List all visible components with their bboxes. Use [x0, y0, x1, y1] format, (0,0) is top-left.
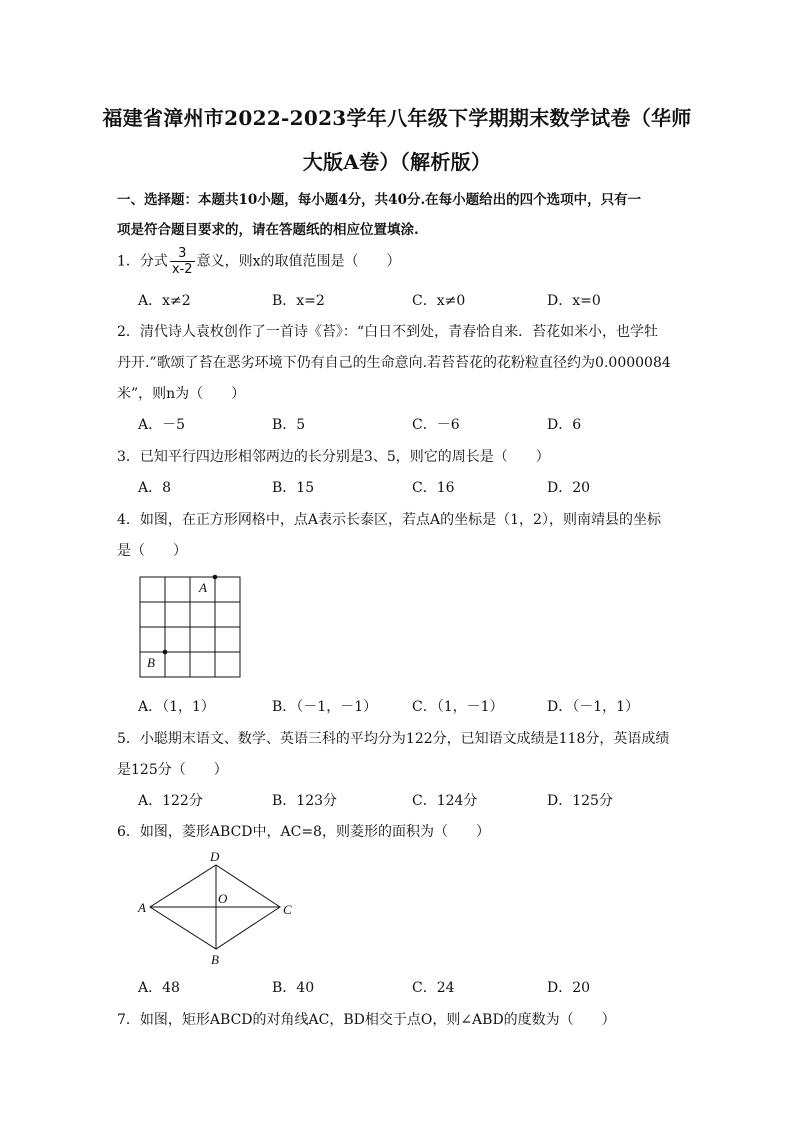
option-c[interactable]: C．－6: [412, 417, 460, 433]
rhombus-lines: [150, 865, 280, 949]
vertex-d-label: D: [210, 849, 220, 864]
question-4-line2: 是（ ）: [117, 543, 187, 559]
option-a[interactable]: A．48: [138, 980, 180, 996]
option-b[interactable]: B．123分: [272, 793, 338, 809]
point-b-dot: [163, 650, 168, 655]
question-2-line2: 丹开.”歌颂了苔在恶劣环境下仍有自己的生命意向.若苔苔花的花粉粒直径约为0.0000084: [117, 355, 671, 371]
grid-figure: [136, 572, 246, 686]
point-a-label: A: [199, 580, 207, 595]
option-c[interactable]: C．（1，－1）: [412, 699, 504, 715]
question-5-options: [138, 790, 698, 810]
fraction-denominator: x-2: [171, 262, 193, 277]
section-heading-line2: 项是符合题目要求的，请在答题纸的相应位置填涂.: [117, 222, 419, 238]
option-a[interactable]: A．8: [138, 480, 172, 496]
rhombus-svg: [134, 846, 304, 972]
question-2-line1: 2．清代诗人袁枚创作了一首诗《苔》：“白日不到处，青春恰自来．苔花如米小，也学牡: [117, 324, 659, 340]
option-d[interactable]: D．（－1，1）: [547, 699, 640, 715]
option-b[interactable]: B．15: [272, 480, 315, 496]
question-6-line1: 6．如图，菱形ABCD中，AC=8，则菱形的面积为（ ）: [117, 824, 490, 840]
center-o-label: O: [218, 891, 228, 906]
option-c[interactable]: C．x≠0: [412, 293, 466, 309]
question-4-line1: 4．如图，在正方形网格中，点A表示长泰区，若点A的坐标是（1，2），则南靖县的坐标: [117, 512, 661, 528]
rhombus-figure: [134, 846, 304, 976]
question-2-line3: 米”，则n为（ ）: [117, 386, 246, 402]
option-a[interactable]: A．－5: [138, 417, 186, 433]
page-title-line1: 福建省漳州市2022-2023学年八年级下学期期末数学试卷（华师: [102, 106, 692, 130]
question-1-fraction: [170, 246, 195, 277]
option-c[interactable]: C．124分: [412, 793, 478, 809]
point-b-label: B: [147, 655, 155, 670]
question-6-options: [138, 977, 698, 997]
option-a[interactable]: A．（1，1）: [138, 699, 215, 715]
option-b[interactable]: B．x=2: [272, 293, 325, 309]
option-d[interactable]: D．x=0: [547, 293, 601, 309]
option-b[interactable]: B．40: [272, 980, 315, 996]
question-1-suffix: 意义，则x的取值范围是（ ）: [196, 253, 401, 270]
option-b[interactable]: B．5: [272, 417, 306, 433]
question-4-options: [138, 696, 698, 716]
option-d[interactable]: D．6: [547, 417, 582, 433]
vertex-a-label: A: [138, 900, 146, 915]
question-3-options: [138, 477, 698, 497]
question-3-line1: 3．已知平行四边形相邻两边的长分别是3、5，则它的周长是（ ）: [117, 449, 550, 465]
question-2-options: [138, 414, 698, 434]
option-a[interactable]: A．122分: [138, 793, 203, 809]
vertex-c-label: C: [283, 902, 292, 917]
option-d[interactable]: D．125分: [547, 793, 613, 809]
question-1-prefix: 1．分式: [117, 253, 168, 270]
section-heading-line1: 一、选择题：本题共10小题，每小题4分，共40分.在每小题给出的四个选项中，只有一: [117, 192, 642, 208]
question-5-line2: 是125分（ ）: [117, 762, 228, 778]
page-title-line2: 大版A卷）（解析版）: [302, 150, 492, 174]
question-5-line1: 5．小聪期末语文、数学、英语三科的平均分为122分，已知语文成绩是118分，英语成绩: [117, 731, 670, 747]
grid-svg: [136, 572, 246, 682]
question-1: [117, 246, 400, 277]
option-c[interactable]: C．16: [412, 480, 455, 496]
option-a[interactable]: A．x≠2: [138, 293, 191, 309]
grid-lines: [140, 577, 240, 677]
vertex-b-label: B: [211, 952, 219, 967]
fraction-numerator: 3: [170, 246, 195, 262]
option-c[interactable]: C．24: [412, 980, 455, 996]
question-1-options: [138, 290, 698, 310]
option-d[interactable]: D．20: [547, 480, 591, 496]
question-7-line1: 7．如图，矩形ABCD的对角线AC，BD相交于点O，则∠ABD的度数为（ ）: [117, 1012, 616, 1028]
point-a-dot: [213, 575, 218, 580]
option-b[interactable]: B．（－1，－1）: [272, 699, 378, 715]
option-d[interactable]: D．20: [547, 980, 591, 996]
